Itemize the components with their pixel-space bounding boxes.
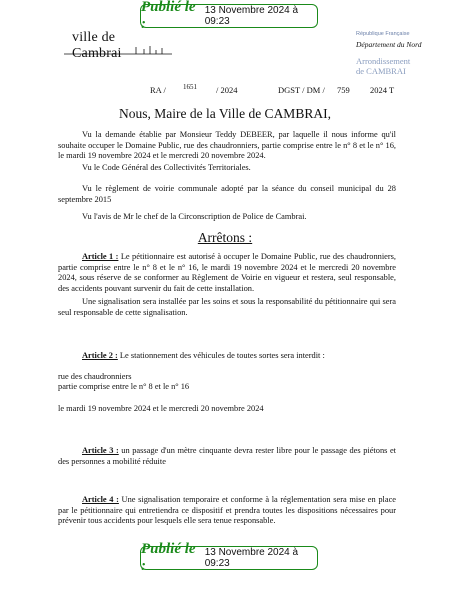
- ref-ra: RA /: [150, 85, 166, 95]
- city-logo: [52, 30, 162, 61]
- article-3: [58, 446, 396, 467]
- article-1-text: Le pétitionnaire est autorisé à occuper le Domaine Public, rue des chaudronniers, partie comprise entre le n° 8 et le n° 16, le mardi 19 novembre 2024 et le mercredi 20 novembre 2024, sous réserve de se conformer au Règlement de Voirie en vigueur et restera, seul responsable, des accidents pouvant survenir du fait de cette installation.: [58, 252, 397, 293]
- arrondissement-line1: Arrondissement: [356, 56, 411, 66]
- skyline-icon: [64, 46, 174, 58]
- considerant-request: Vu la demande établie par Monsieur Teddy DEBEER, par laquelle il nous informe qu'il souhaite occuper le Domaine Public, rue des chaudronniers, partie comprise entre le n° 8 et le n° 16, le mardi 19 novembre 2024 et le mercredi 20 novembre 2024.: [58, 130, 396, 161]
- logo-text: ville de Cambrai: [72, 30, 122, 61]
- article-1: [58, 252, 396, 294]
- arrondissement-line2: de CAMBRAI: [356, 66, 406, 76]
- considerant-code: Vu le Code Général des Collectivités Territoriales.: [82, 163, 251, 172]
- page-title: Nous, Maire de la Ville de CAMBRAI,: [119, 106, 331, 121]
- article-4: [58, 495, 396, 527]
- article-2-dates: le mardi 19 novembre 2024 et le mercredi 20 novembre 2024: [58, 404, 264, 413]
- department-label: Département du Nord: [356, 40, 422, 49]
- ref-tail: 2024 T: [370, 85, 395, 95]
- article-2-section: partie comprise entre le n° 8 et le n° 16: [58, 382, 190, 391]
- arretons-heading: Arrêtons :: [197, 230, 253, 245]
- stamp-date: 13 Novembre 2024 à 09:23: [204, 547, 299, 569]
- article-3-label: Article 3 :: [82, 446, 119, 455]
- ref-code: 759: [337, 85, 350, 95]
- ref-number: 1651: [183, 83, 197, 91]
- considerant-police: Vu l'avis de Mr le chef de la Circonscription de Police de Cambrai.: [82, 212, 307, 221]
- stamp-label: Publié le :: [141, 0, 196, 32]
- article-1-label: Article 1 :: [82, 252, 119, 261]
- article-1-signalisation: Une signalisation sera installée par les soins et sous la responsabilité du pétitionnaire qui sera seul responsable de cette signalisation.: [58, 297, 396, 317]
- article-4-text: Une signalisation temporaire et conforme à la réglementation sera mise en place par le pétitionnaire qui entretiendra ce dispositif et prendra toutes les dispositions nécessaires pour prévenir tous accidents pour lesquels elle sera tenue responsable.: [58, 495, 397, 526]
- stamp-label: Publié le :: [141, 541, 196, 574]
- stamp-date: 13 Novembre 2024 à 09:23: [204, 5, 299, 27]
- article-4-label: Article 4 :: [82, 495, 119, 504]
- considerant-reglement: Vu le règlement de voirie communale adopté par la séance du conseil municipal du 28 septembre 2015: [58, 184, 396, 204]
- article-2: [58, 351, 396, 362]
- published-stamp-bottom: [140, 541, 318, 574]
- article-3-text: un passage d'un mètre cinquante devra rester libre pour le passage des piétons et des personnes a mobilité réduite: [58, 446, 396, 466]
- ref-dgst: DGST / DM /: [278, 85, 325, 95]
- ref-year: / 2024: [216, 85, 238, 95]
- article-2-street: rue des chaudronniers: [58, 372, 132, 381]
- republic-label: République Française: [356, 31, 410, 37]
- article-2-label: Article 2 :: [82, 351, 118, 360]
- article-2-text: Le stationnement des véhicules de toutes sortes sera interdit :: [117, 351, 325, 360]
- published-stamp-top: [140, 0, 318, 32]
